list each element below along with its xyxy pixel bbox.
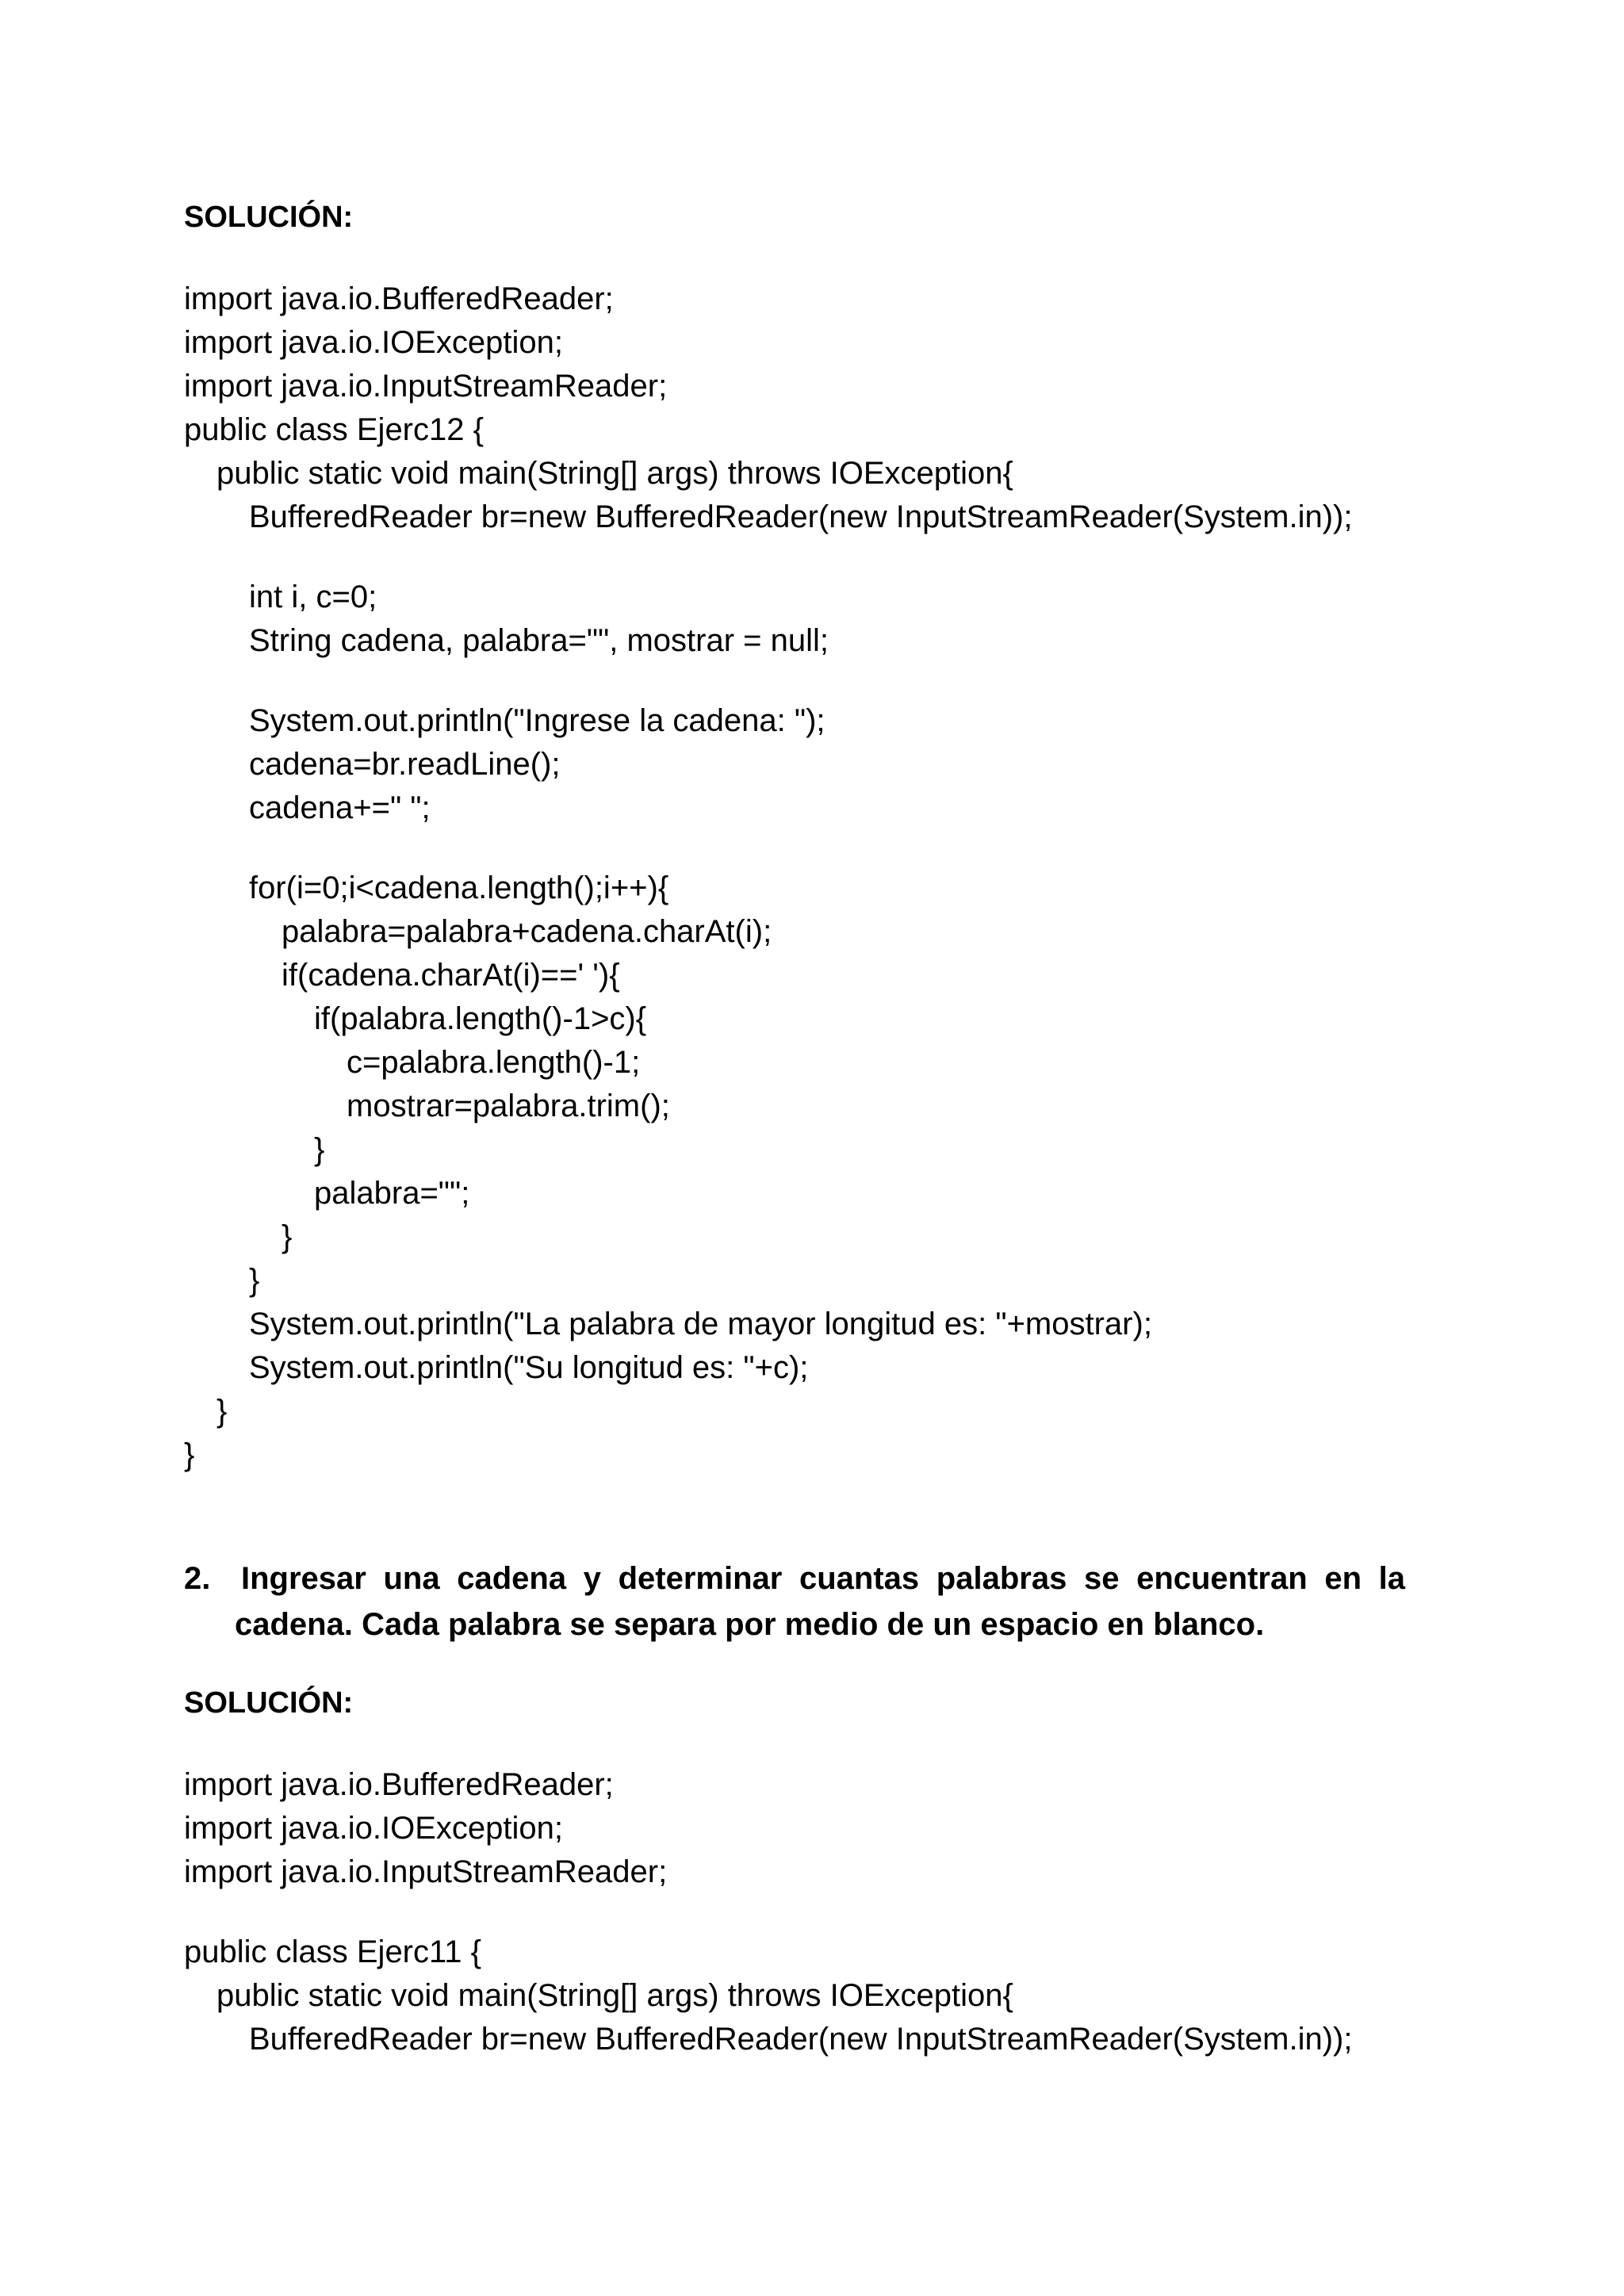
code-line-import-1: import java.io.BufferedReader; bbox=[184, 1767, 614, 1802]
code-line-import-3: import java.io.InputStreamReader; bbox=[184, 369, 668, 404]
code-line-import-3: import java.io.InputStreamReader; bbox=[184, 1854, 668, 1889]
code-line-close-for: } bbox=[249, 1263, 260, 1298]
task-2-line-2: cadena. Cada palabra se separa por medio de un espacio en blanco. bbox=[235, 1607, 1265, 1642]
task-2-statement bbox=[184, 1556, 1405, 1647]
code-line-close-main: } bbox=[216, 1394, 228, 1429]
code-line-append-char: palabra=palabra+cadena.charAt(i); bbox=[282, 914, 772, 949]
code-line-print-length: System.out.println("Su longitud es: "+c); bbox=[249, 1350, 809, 1385]
code-spacer bbox=[184, 830, 1352, 867]
code-line-prompt: System.out.println("Ingrese la cadena: "); bbox=[249, 703, 825, 738]
code-line-close-class: } bbox=[184, 1437, 195, 1472]
code-line-main-decl: public static void main(String[] args) throws IOException{ bbox=[216, 456, 1013, 491]
code-line-import-2: import java.io.IOException; bbox=[184, 325, 563, 360]
code-line-class-decl: public class Ejerc11 { bbox=[184, 1934, 481, 1969]
code-line-if-space: if(cadena.charAt(i)==' '){ bbox=[282, 958, 620, 993]
code-line-main-decl: public static void main(String[] args) throws IOException{ bbox=[216, 1978, 1013, 2013]
code-line-reset: palabra=""; bbox=[314, 1176, 470, 1211]
code-line-set-mostrar: mostrar=palabra.trim(); bbox=[347, 1089, 670, 1123]
code-line-reader-decl: BufferedReader br=new BufferedReader(new InputStreamReader(System.in)); bbox=[249, 499, 1353, 534]
task-2-number: 2. bbox=[184, 1561, 211, 1596]
code-line-import-1: import java.io.BufferedReader; bbox=[184, 281, 614, 316]
code-line-print-word: System.out.println("La palabra de mayor longitud es: "+mostrar); bbox=[249, 1307, 1152, 1341]
code-line-close-inner: } bbox=[314, 1132, 325, 1167]
code-line-reader-decl: BufferedReader br=new BufferedReader(new InputStreamReader(System.in)); bbox=[249, 2022, 1353, 2057]
code-line-var-int: int i, c=0; bbox=[249, 580, 377, 614]
code-line-close-if: } bbox=[282, 1219, 293, 1254]
code-line-class-decl: public class Ejerc12 { bbox=[184, 412, 484, 447]
code-line-readline: cadena=br.readLine(); bbox=[249, 747, 561, 782]
code-line-append-space: cadena+=" "; bbox=[249, 790, 431, 825]
task-2-line-1: Ingresar una cadena y determinar cuantas palabras se encuentran en la bbox=[241, 1561, 1405, 1596]
code-spacer bbox=[184, 539, 1352, 576]
code-line-var-string: String cadena, palabra="", mostrar = null; bbox=[249, 623, 829, 658]
code-line-for: for(i=0;i<cadena.length();i++){ bbox=[249, 871, 669, 905]
code-line-if-longer: if(palabra.length()-1>c){ bbox=[314, 1001, 647, 1036]
code-block-ejerc12 bbox=[184, 277, 1352, 1477]
code-line-set-c: c=palabra.length()-1; bbox=[347, 1045, 641, 1080]
solution-heading-2: SOLUCIÓN: bbox=[184, 1686, 354, 1720]
code-spacer bbox=[184, 663, 1352, 699]
solution-heading-1: SOLUCIÓN: bbox=[184, 201, 354, 234]
code-block-ejerc11 bbox=[184, 1763, 1352, 2061]
code-spacer bbox=[184, 1894, 1352, 1931]
code-line-import-2: import java.io.IOException; bbox=[184, 1811, 563, 1846]
